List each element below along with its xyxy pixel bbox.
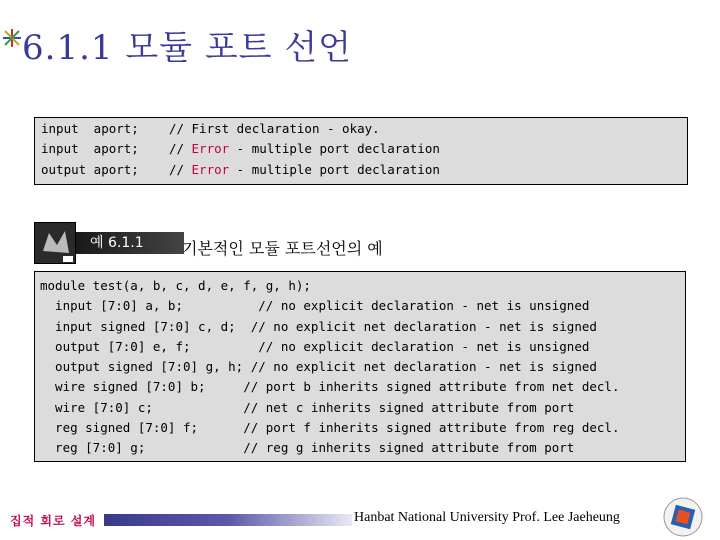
code-comment-prefix: // bbox=[168, 121, 192, 136]
code-comment-prefix: // bbox=[168, 161, 192, 177]
course-name: 집적 회로 설계 bbox=[10, 514, 96, 528]
error-keyword: Error bbox=[191, 161, 230, 177]
slide-header bbox=[0, 12, 720, 68]
code-line: output [7:0] e, f; // no explicit declaration - net is unsigned bbox=[40, 338, 590, 354]
code-comment-text: declaration - okay. bbox=[229, 121, 380, 136]
code-line bbox=[41, 139, 687, 159]
module-example-code bbox=[34, 271, 686, 462]
code-line: input [7:0] a, b; // no explicit declaration - net is unsigned bbox=[40, 298, 590, 314]
page-title: 6.1.1 모듈 포트 선언 bbox=[22, 28, 352, 68]
code-line: input signed [7:0] c, d; // no explicit net declaration - net is signed bbox=[40, 318, 597, 334]
code-line: output signed [7:0] g, h; // no explicit net declaration - net is signed bbox=[40, 359, 597, 375]
error-keyword: Error bbox=[191, 141, 230, 157]
comment-keyword: First bbox=[191, 121, 230, 136]
code-line: reg signed [7:0] f; // port f inherits signed attribute from reg decl. bbox=[40, 420, 620, 436]
code-declaration: output aport; bbox=[41, 161, 169, 177]
code-comment-text: - multiple port declaration bbox=[229, 141, 440, 157]
university-logo-icon bbox=[663, 497, 703, 537]
code-declaration: input aport; bbox=[41, 121, 169, 136]
code-line: reg [7:0] g; // reg g inherits signed attribute from port bbox=[40, 440, 575, 456]
university-credit: Hanbat National University Prof. Lee Jaeheung bbox=[354, 510, 620, 525]
code-line bbox=[41, 119, 687, 139]
code-line: module test(a, b, c, d, e, f, g, h); bbox=[40, 278, 311, 293]
footer-decoration-bar bbox=[104, 514, 352, 526]
example-banner bbox=[34, 222, 414, 264]
code-comment-prefix: // bbox=[168, 141, 192, 157]
port-declaration-code bbox=[34, 117, 688, 185]
code-declaration: input aport; bbox=[41, 141, 169, 157]
example-illustration-icon bbox=[34, 222, 76, 264]
code-comment-text: - multiple port declaration bbox=[229, 161, 440, 177]
code-line bbox=[41, 160, 687, 180]
example-number-label: 예 6.1.1 bbox=[76, 232, 184, 254]
star-icon bbox=[2, 28, 22, 48]
example-title: 기본적인 모듈 포트선언의 예 bbox=[182, 239, 383, 258]
code-line: wire [7:0] c; // net c inherits signed attribute from port bbox=[40, 399, 575, 415]
code-line: wire signed [7:0] b; // port b inherits signed attribute from net decl. bbox=[40, 379, 620, 395]
